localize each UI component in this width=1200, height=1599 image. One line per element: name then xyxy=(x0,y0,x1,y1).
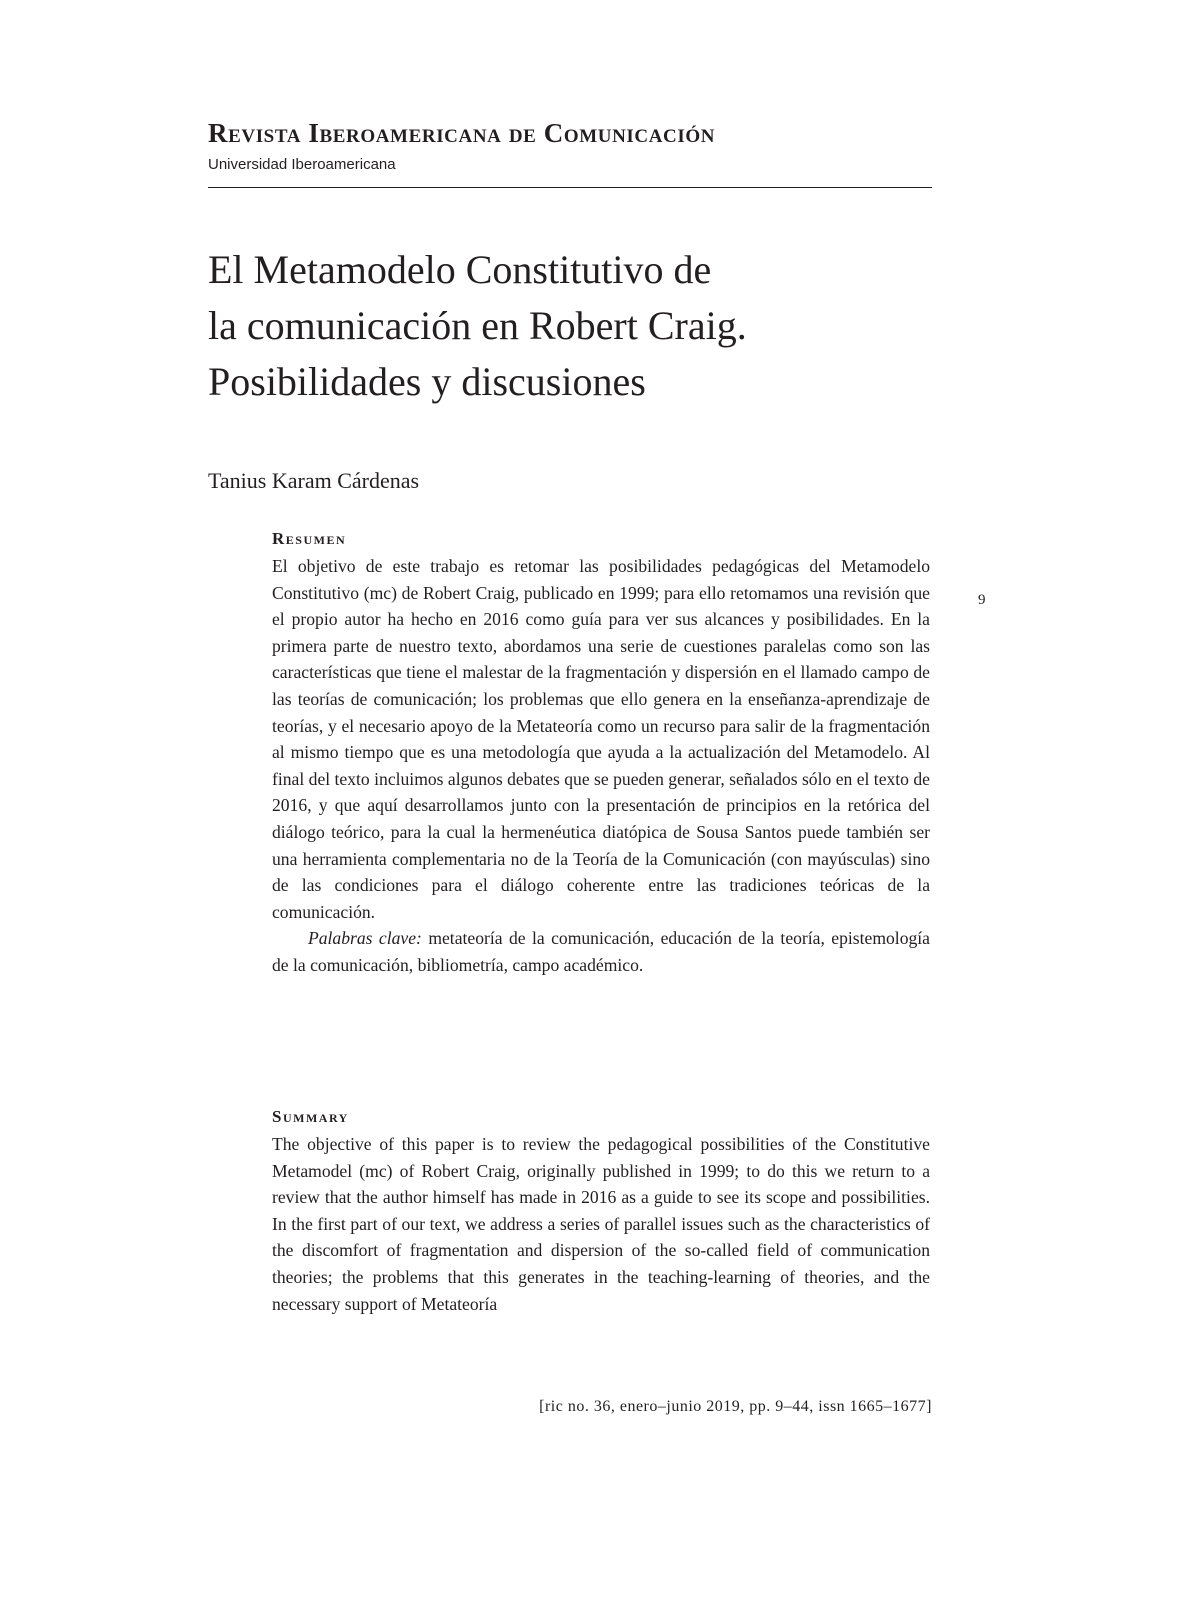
resumen-heading: Resumen xyxy=(272,529,347,548)
citation-footer: [ric no. 36, enero–junio 2019, pp. 9–44, issn 1665–1677] xyxy=(539,1398,932,1415)
keywords xyxy=(272,925,930,978)
article-title-line: El Metamodelo Constitutivo de xyxy=(208,247,712,292)
article-title-line: la comunicación en Robert Craig. xyxy=(208,303,747,348)
resumen-paragraph: El objetivo de este trabajo es retomar las posibilidades pedagógicas del Metamodelo Constitutivo (mc) de Robert Craig, publicado en 1999; para ello retomamos una revisión que el propio autor ha hecho en 2016 como guía para ver sus alcances y posibilidades. En la primera parte de nuestro texto, abordamos una serie de cuestiones paralelas como son las características que tiene el malestar de la fragmentación y dispersión en el llamado campo de las teorías de comunicación; los problemas que ello genera en la enseñanza-aprendizaje de teorías, y el necesario apoyo de la Metateoría como un recurso para salir de la fragmentación al mismo tiempo que es una metodología que ayuda a la actualización del Metamodelo. Al final del texto incluimos algunos debates que se pueden generar, señalados sólo en el texto de 2016, y que aquí desarrollamos junto con la presentación de principios en la retórica del diálogo teórico, para la cual la hermenéutica diatópica de Sousa Santos puede también ser una herramienta complementaria no de la Teoría de la Comunicación (con mayúsculas) sino de las condiciones para el diálogo coherente entre las tradiciones teóricas de la comunicación. xyxy=(272,556,930,922)
journal-header xyxy=(208,116,932,176)
summary-heading: Summary xyxy=(272,1107,349,1126)
article-title-line: Posibilidades y discusiones xyxy=(208,359,646,404)
university-name: Universidad Iberoamericana xyxy=(208,156,396,173)
summary-body xyxy=(272,1131,930,1317)
journal-title: Revista Iberoamericana de Comunicación xyxy=(208,118,716,148)
author-name: Tanius Karam Cárdenas xyxy=(208,468,420,493)
keywords-text: metateoría de la comunicación, educación de la teoría, epistemología de la comunicación, bibliometría, campo académico. xyxy=(272,928,930,975)
summary-section xyxy=(272,1106,930,1317)
resumen-section xyxy=(272,528,930,979)
article-title xyxy=(208,242,932,410)
page-number: 9 xyxy=(978,592,986,608)
summary-paragraph: The objective of this paper is to review the pedagogical possibilities of the Constitutive Metamodel (mc) of Robert Craig, originally published in 1999; to do this we return to a review that the author himself has made in 2016 as a guide to see its scope and possibilities. In the first part of our text, we address a series of parallel issues such as the characteristics of the discomfort of fragmentation and dispersion of the so-called field of communication theories; the problems that this generates in the teaching-learning of theories, and the necessary support of Metateoría xyxy=(272,1134,930,1314)
keywords-label: Palabras clave: xyxy=(308,928,422,949)
header-divider xyxy=(208,187,932,188)
keywords-paragraph xyxy=(272,925,930,978)
resumen-body xyxy=(272,553,930,925)
